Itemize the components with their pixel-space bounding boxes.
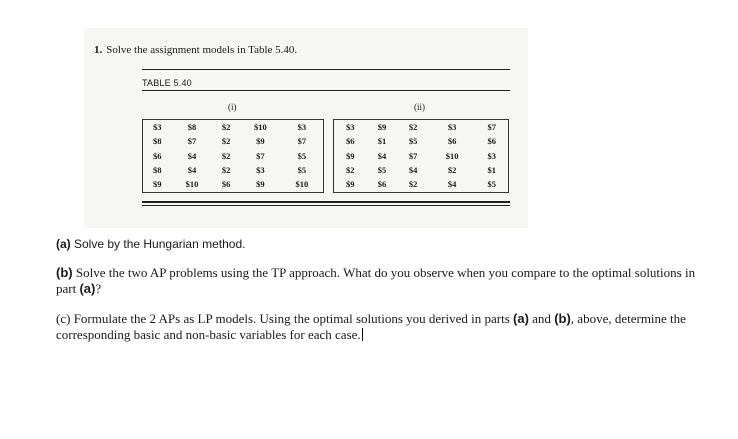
matrix-cell: $4 xyxy=(377,150,387,161)
cost-matrix-ii xyxy=(333,119,509,193)
question-heading xyxy=(94,44,297,56)
matrix-cell: $2 xyxy=(221,164,231,175)
matrix-cell: $9 xyxy=(345,179,355,190)
table-top-rule xyxy=(142,69,510,70)
question-number: 1. xyxy=(94,44,103,56)
matrix-cell: $4 xyxy=(408,164,418,175)
table-bottom-rule xyxy=(142,201,510,203)
part-c-ref-a: (a) xyxy=(513,311,529,326)
matrix-cell: $9 xyxy=(256,179,265,190)
matrix-cell: $6 xyxy=(152,150,162,161)
matrix-cell: $5 xyxy=(297,150,307,161)
matrix-row xyxy=(334,149,509,163)
matrix-cell: $2 xyxy=(408,179,418,190)
part-b-label: (b) xyxy=(56,265,73,280)
question-text: Solve the assignment models in Table 5.40. xyxy=(106,44,298,56)
part-a-text xyxy=(56,236,696,252)
part-c-body: Formulate the 2 APs as LP models. Using the optimal solutions you derived in parts xyxy=(70,311,514,326)
part-c-label: (c) xyxy=(56,311,71,326)
matrix-cell: $2 xyxy=(221,150,231,161)
matrix-cell: $10 xyxy=(253,121,267,132)
matrix-cell: $7 xyxy=(487,121,496,132)
matrix-row xyxy=(143,120,324,135)
matrix-cell: $10 xyxy=(445,150,459,161)
matrix-cell: $6 xyxy=(221,179,231,190)
matrix-row xyxy=(334,163,509,177)
part-b-text xyxy=(56,265,696,297)
table-header-rule xyxy=(142,90,510,91)
matrix-row xyxy=(334,177,509,192)
matrix-cell: $8 xyxy=(152,164,162,175)
matrix-cell: $9 xyxy=(345,150,355,161)
matrix-cell: $2 xyxy=(221,121,231,132)
matrix-cell: $1 xyxy=(377,136,387,147)
matrix-row xyxy=(143,134,324,148)
part-b-body: Solve the two AP problems using the TP approach. What do you observe when you compare to the optimal solutions in part xyxy=(56,265,696,296)
matrix-cell: $5 xyxy=(487,179,496,190)
matrix-cell: $5 xyxy=(408,136,418,147)
matrix-cell: $9 xyxy=(256,136,265,147)
matrix-cell: $2 xyxy=(221,136,231,147)
matrix-row xyxy=(143,163,324,177)
part-c-and: and xyxy=(528,311,555,326)
matrix-cell: $9 xyxy=(377,121,387,132)
matrix-cell: $2 xyxy=(408,121,418,132)
matrix-row xyxy=(143,149,324,163)
matrix-cell: $6 xyxy=(345,136,355,147)
matrix-cell: $4 xyxy=(447,179,457,190)
matrix-cell: $6 xyxy=(377,179,387,190)
matrix-cell: $6 xyxy=(487,136,496,147)
part-label-ii: (ii) xyxy=(414,102,425,112)
matrix-cell: $9 xyxy=(152,179,162,190)
matrix-cell: $7 xyxy=(408,150,418,161)
matrix-row xyxy=(334,120,509,135)
part-c-end: , above, determine the corresponding basic and non-basic variables for each case. xyxy=(56,311,686,342)
table-label: TABLE 5.40 xyxy=(142,78,192,88)
matrix-cell: $5 xyxy=(297,164,307,175)
part-c-text[interactable] xyxy=(56,311,696,343)
matrix-cell: $4 xyxy=(187,164,197,175)
matrix-cell: $8 xyxy=(187,121,197,132)
table-bottom-rule-thin xyxy=(142,205,510,206)
matrix-cell: $10 xyxy=(185,179,199,190)
matrix-cell: $3 xyxy=(345,121,355,132)
matrix-cell: $5 xyxy=(377,164,387,175)
part-label-i: (i) xyxy=(228,102,237,112)
matrix-cell: $3 xyxy=(447,121,457,132)
matrix-cell: $3 xyxy=(487,150,496,161)
part-a-label: (a) xyxy=(56,237,71,251)
matrix-cell: $6 xyxy=(447,136,457,147)
matrix-cell: $3 xyxy=(152,121,162,132)
part-c-ref-b: (b) xyxy=(554,311,571,326)
matrix-row xyxy=(334,134,509,148)
matrix-cell: $7 xyxy=(187,136,197,147)
matrix-cell: $8 xyxy=(152,136,162,147)
matrix-cell: $3 xyxy=(297,121,307,132)
matrix-cell: $2 xyxy=(345,164,355,175)
part-a-body: Solve by the Hungarian method. xyxy=(70,237,246,251)
text-cursor xyxy=(362,328,363,341)
matrix-cell: $2 xyxy=(447,164,457,175)
matrix-cell: $10 xyxy=(295,179,309,190)
part-b-end: ? xyxy=(95,281,102,296)
part-b-ref: (a) xyxy=(79,281,96,296)
matrix-cell: $3 xyxy=(256,164,265,175)
cost-matrix-i xyxy=(142,119,324,193)
matrix-row xyxy=(143,177,324,192)
matrix-cell: $4 xyxy=(187,150,197,161)
matrix-cell: $7 xyxy=(297,136,307,147)
matrix-cell: $1 xyxy=(487,164,496,175)
matrix-cell: $7 xyxy=(256,150,265,161)
